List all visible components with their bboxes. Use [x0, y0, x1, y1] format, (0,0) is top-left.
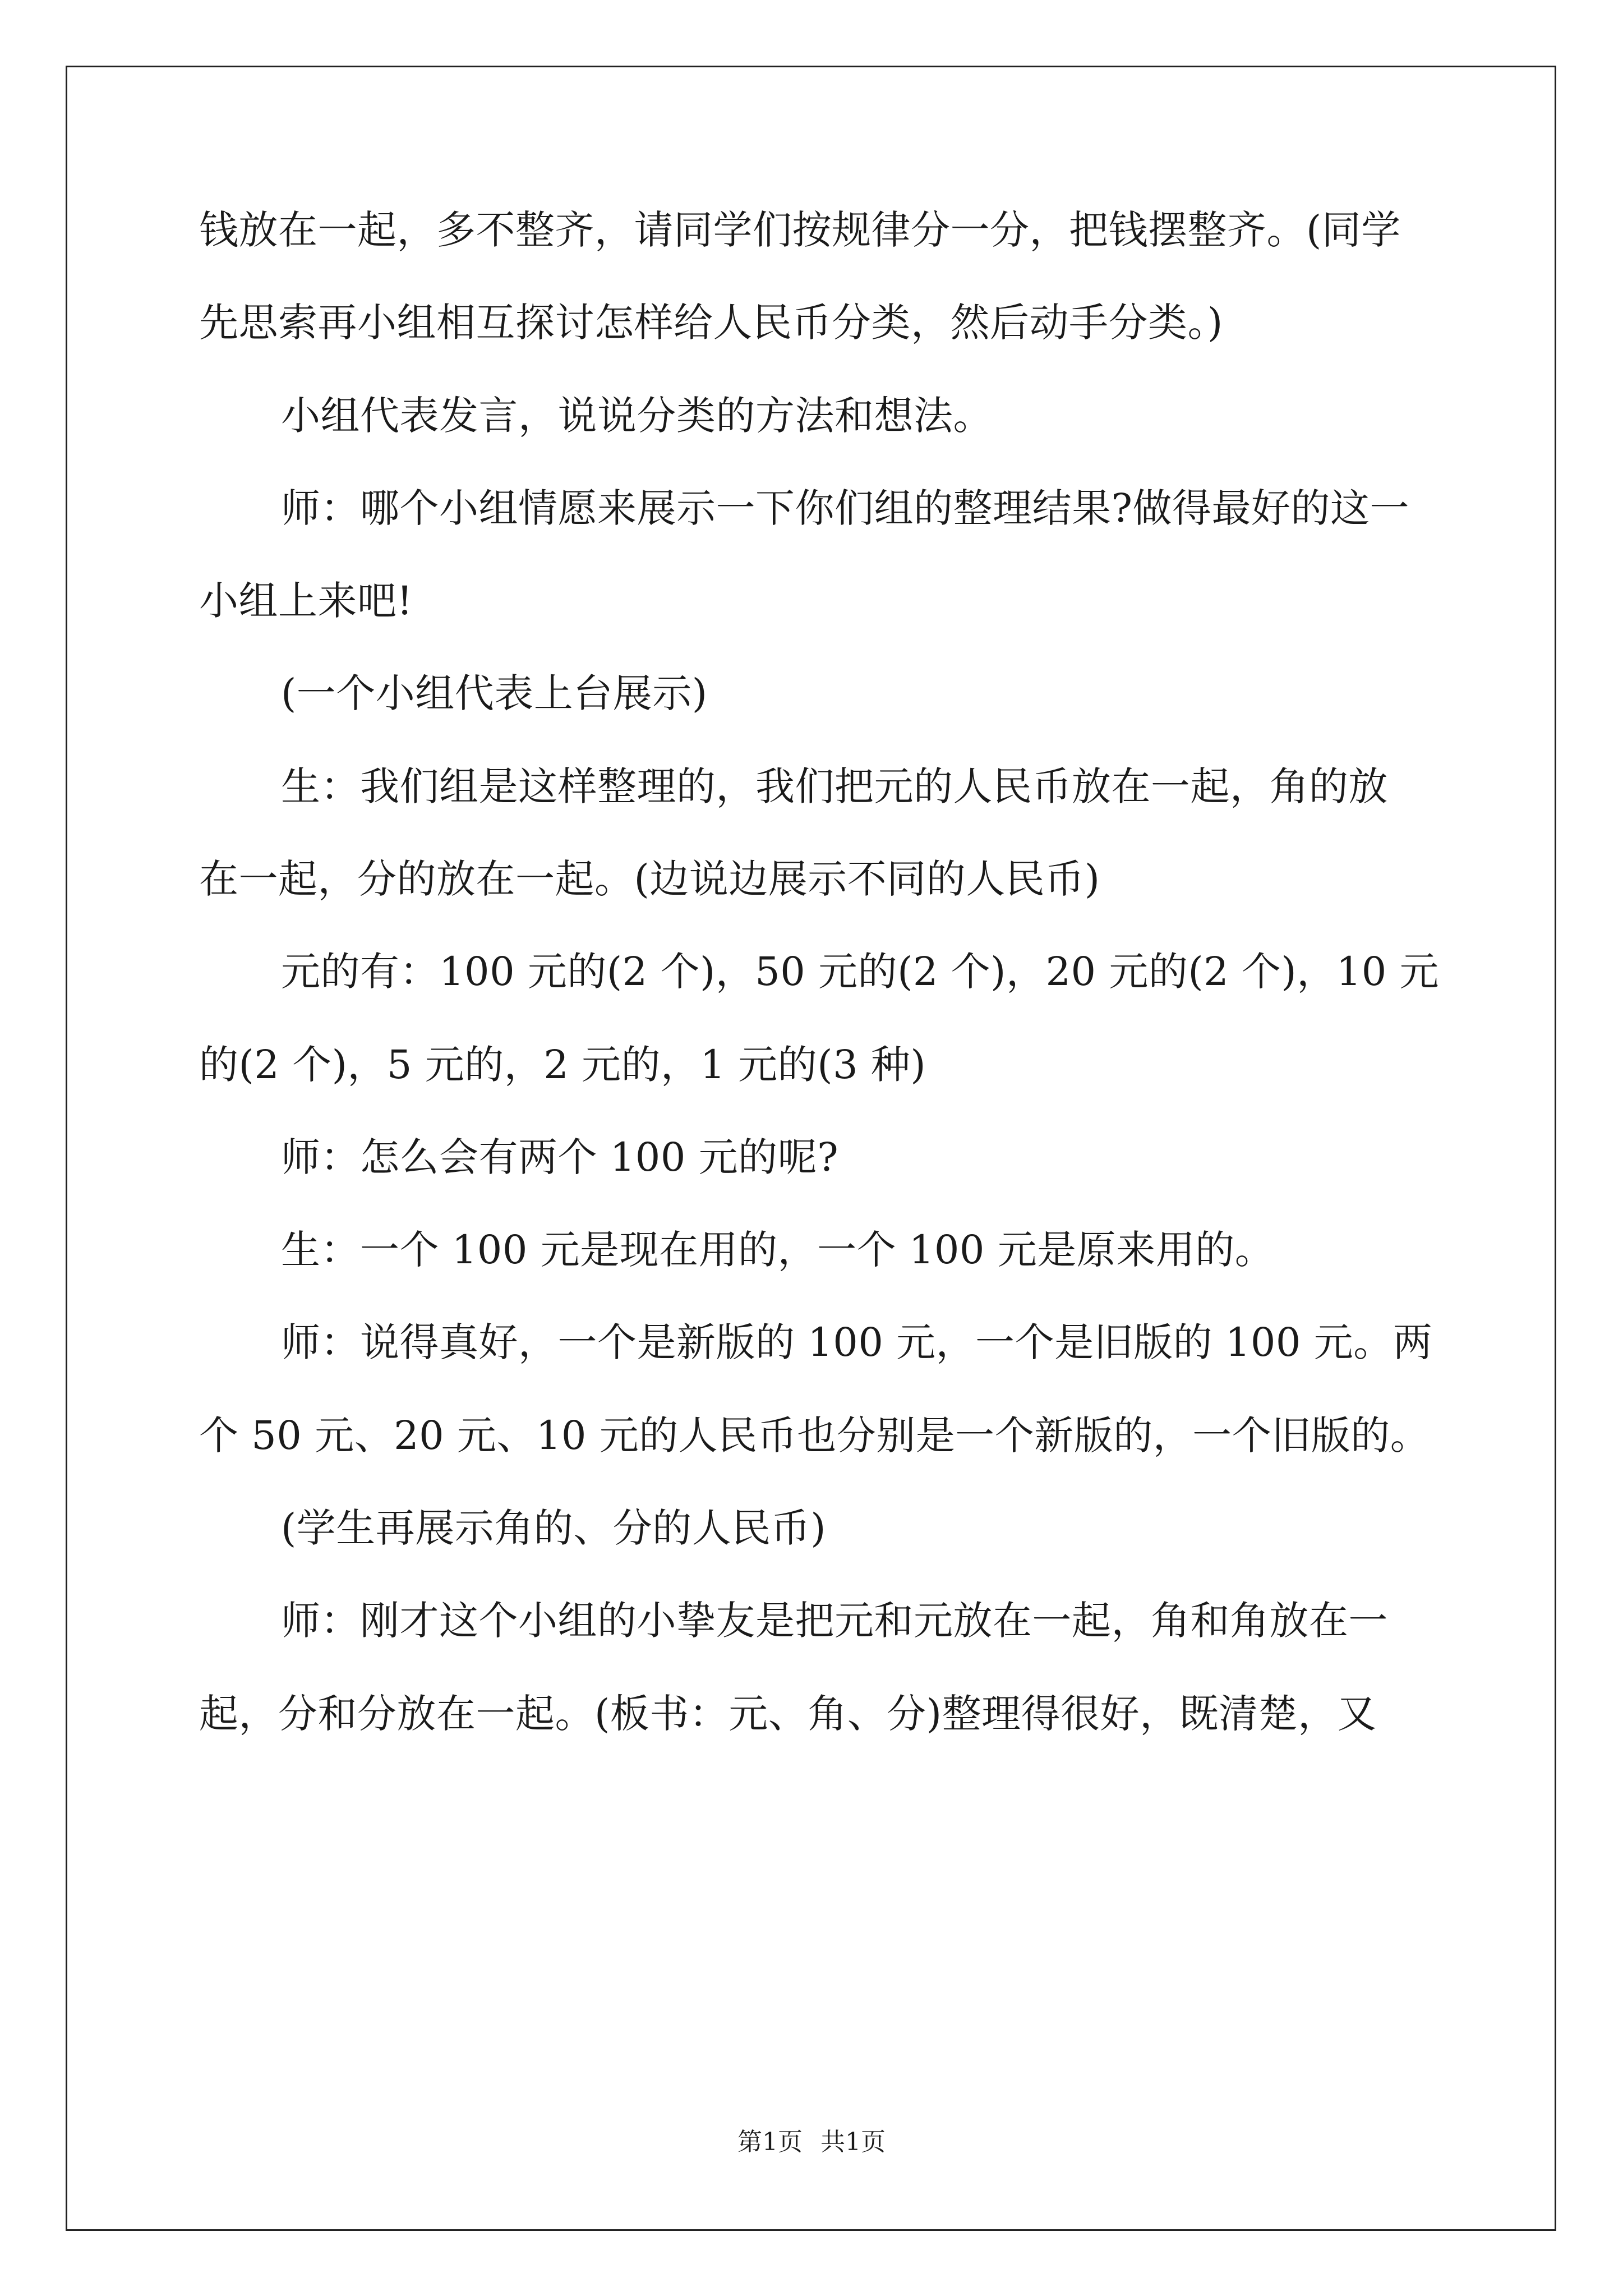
page-number-total: 共1页	[820, 2128, 886, 2156]
text-line-9: 元的有：100 元的(2 个)，50 元的(2 个)，20 元的(2 个)，10 元	[281, 949, 1440, 995]
text-line-11: 师：怎么会有两个 100 元的呢?	[281, 1134, 839, 1180]
text-line-1: 钱放在一起，多不整齐，请同学们按规律分一分，把钱摆整齐。(同学	[199, 207, 1401, 253]
text-line-5: 小组上来吧!	[199, 578, 413, 624]
text-line-2: 先思索再小组相互探讨怎样给人民币分类，然后动手分类。)	[199, 300, 1223, 346]
page-number-current: 第1页	[737, 2128, 803, 2156]
text-line-10: 的(2 个)，5 元的，2 元的，1 元的(3 种)	[199, 1042, 926, 1088]
text-line-15: (学生再展示角的、分的人民币)	[281, 1505, 827, 1551]
text-line-3: 小组代表发言，说说分类的方法和想法。	[281, 393, 993, 439]
text-line-4: 师：哪个小组情愿来展示一下你们组的整理结果?做得最好的这一	[281, 485, 1410, 531]
text-line-6: (一个小组代表上台展示)	[281, 670, 708, 716]
text-line-8: 在一起，分的放在一起。(边说边展示不同的人民币)	[199, 856, 1100, 902]
text-line-13: 师：说得真好，一个是新版的 100 元，一个是旧版的 100 元。两	[281, 1319, 1433, 1365]
text-line-7: 生：我们组是这样整理的，我们把元的人民币放在一起，角的放	[281, 763, 1388, 809]
text-line-17: 起，分和分放在一起。(板书：元、角、分)整理得很好，既清楚，又	[199, 1691, 1377, 1737]
text-line-12: 生：一个 100 元是现在用的，一个 100 元是原来用的。	[281, 1227, 1275, 1273]
page-footer	[0, 2129, 1623, 2156]
text-line-14: 个 50 元、20 元、10 元的人民币也分别是一个新版的，一个旧版的。	[199, 1412, 1430, 1458]
text-line-16: 师：刚才这个小组的小挚友是把元和元放在一起，角和角放在一	[281, 1598, 1388, 1644]
